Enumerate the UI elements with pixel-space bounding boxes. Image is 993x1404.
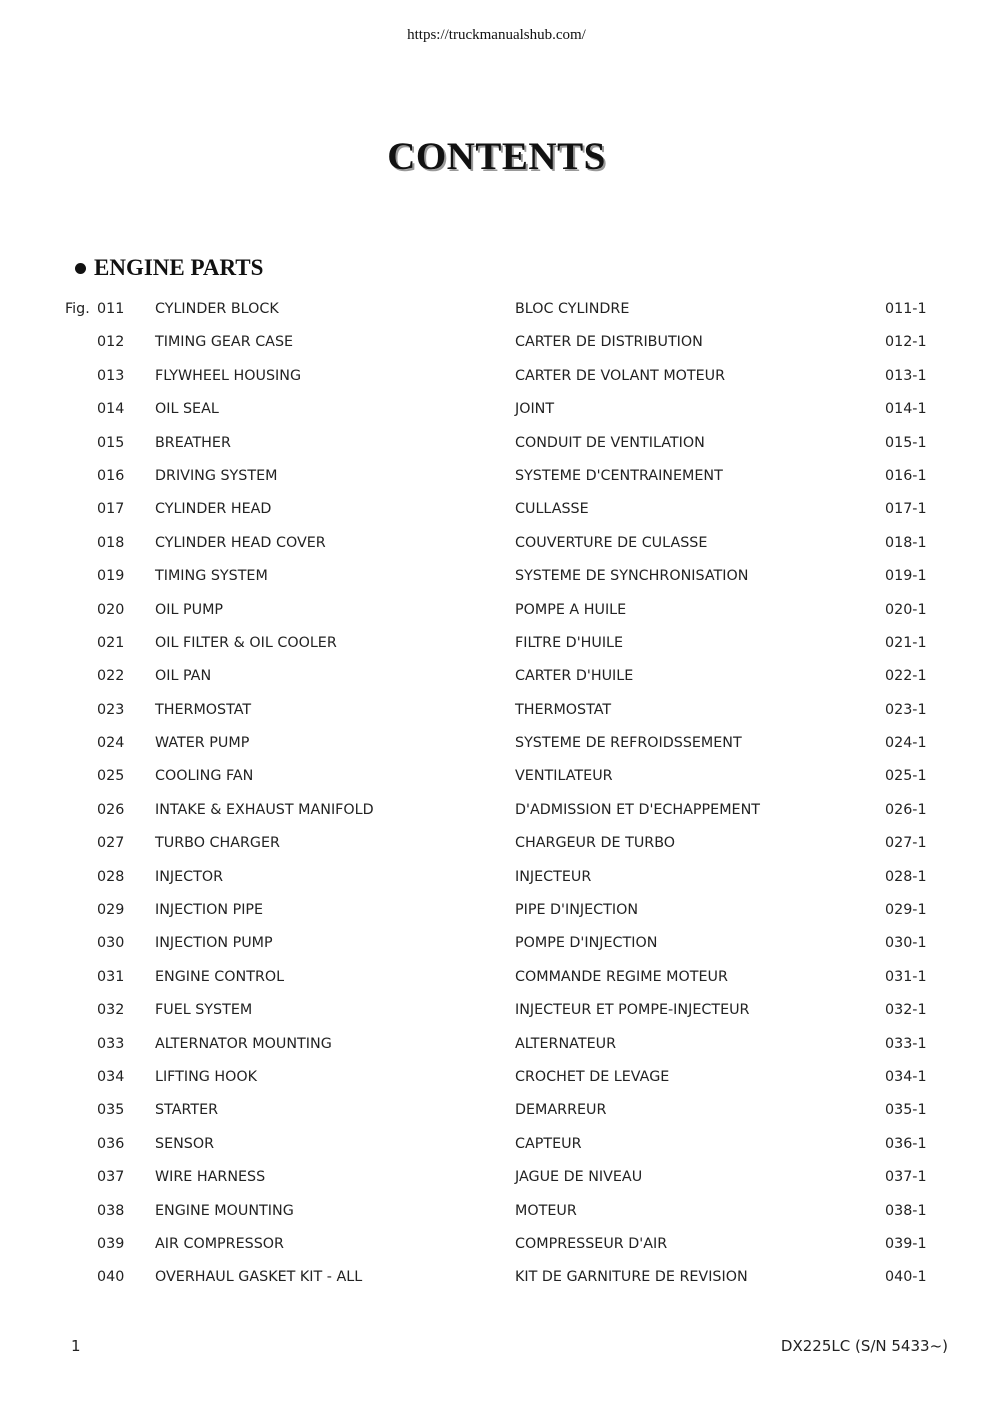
table-of-contents <box>0 293 993 1295</box>
page-reference: 018-1 <box>885 534 927 551</box>
figure-number: 011 <box>97 301 125 317</box>
figure-number: 031 <box>97 968 125 985</box>
figure-number: 038 <box>97 1202 125 1219</box>
english-title: ENGINE CONTROL <box>155 968 285 985</box>
toc-row[interactable] <box>0 594 993 627</box>
figure-number: 033 <box>97 1035 125 1052</box>
english-title: INJECTION PIPE <box>155 902 264 919</box>
toc-row[interactable] <box>0 460 993 493</box>
french-title: FILTRE D'HUILE <box>515 634 624 651</box>
toc-row[interactable] <box>0 1228 993 1261</box>
english-title: OIL FILTER & OIL COOLER <box>155 634 337 651</box>
french-title: SYSTEME D'CENTRAINEMENT <box>515 467 723 484</box>
figure-number: 032 <box>97 1002 125 1019</box>
page-reference: 031-1 <box>885 968 927 985</box>
toc-row[interactable] <box>0 326 993 359</box>
figure-number: 014 <box>97 401 125 418</box>
figure-number: 015 <box>97 434 125 451</box>
toc-row[interactable] <box>0 727 993 760</box>
toc-row[interactable] <box>0 927 993 960</box>
french-title: CHARGEUR DE TURBO <box>515 835 676 852</box>
english-title: DRIVING SYSTEM <box>155 467 278 484</box>
english-title: CYLINDER HEAD COVER <box>155 534 326 551</box>
figure-number: 022 <box>97 668 125 685</box>
page-reference: 032-1 <box>885 1002 927 1019</box>
french-title: COMMANDE REGIME MOTEUR <box>515 968 728 985</box>
page-reference: 040-1 <box>885 1269 927 1286</box>
french-title: INJECTEUR <box>515 868 592 885</box>
english-title: OIL PAN <box>155 668 212 685</box>
page-reference: 022-1 <box>885 668 927 685</box>
page-reference: 036-1 <box>885 1135 927 1152</box>
french-title: BLOC CYLINDRE <box>515 301 630 317</box>
page-reference: 027-1 <box>885 835 927 852</box>
toc-row[interactable] <box>0 660 993 693</box>
figure-number: 037 <box>97 1169 125 1186</box>
french-title: COUVERTURE DE CULASSE <box>515 534 708 551</box>
french-title: SYSTEME DE SYNCHRONISATION <box>515 568 749 585</box>
toc-row[interactable] <box>0 1195 993 1228</box>
french-title: CARTER DE VOLANT MOTEUR <box>515 367 726 384</box>
english-title: CYLINDER HEAD <box>155 501 272 518</box>
page-reference: 025-1 <box>885 768 927 785</box>
figure-number: 036 <box>97 1135 125 1152</box>
french-title: CULLASSE <box>515 501 589 518</box>
french-title: THERMOSTAT <box>515 701 612 718</box>
french-title: ALTERNATEUR <box>515 1035 617 1052</box>
figure-number: 020 <box>97 601 125 618</box>
page-reference: 026-1 <box>885 801 927 818</box>
french-title: CARTER D'HUILE <box>515 668 634 685</box>
toc-row[interactable] <box>0 861 993 894</box>
french-title: KIT DE GARNITURE DE REVISION <box>515 1269 748 1286</box>
english-title: WIRE HARNESS <box>155 1169 266 1186</box>
toc-row[interactable] <box>0 961 993 994</box>
english-title: INJECTOR <box>155 868 224 885</box>
figure-number: 026 <box>97 801 125 818</box>
french-title: CAPTEUR <box>515 1135 582 1152</box>
english-title: OIL PUMP <box>155 601 224 618</box>
page-reference: 013-1 <box>885 367 927 384</box>
english-title: INTAKE & EXHAUST MANIFOLD <box>155 801 374 818</box>
english-title: THERMOSTAT <box>155 701 252 718</box>
figure-number: 030 <box>97 935 125 952</box>
toc-row[interactable] <box>0 1161 993 1194</box>
toc-row[interactable] <box>0 1061 993 1094</box>
toc-row[interactable] <box>0 694 993 727</box>
figure-number: 024 <box>97 735 125 752</box>
figure-number: 017 <box>97 501 125 518</box>
toc-row[interactable] <box>0 560 993 593</box>
page-reference: 021-1 <box>885 634 927 651</box>
english-title: AIR COMPRESSOR <box>155 1235 284 1252</box>
toc-row[interactable] <box>0 1261 993 1294</box>
page-reference: 034-1 <box>885 1068 927 1085</box>
page-reference: 019-1 <box>885 568 927 585</box>
french-title: DEMARREUR <box>515 1102 607 1119</box>
page-reference: 033-1 <box>885 1035 927 1052</box>
figure-number: 023 <box>97 701 125 718</box>
section-heading <box>75 255 263 281</box>
french-title: JAGUE DE NIVEAU <box>515 1169 643 1186</box>
english-title: OVERHAUL GASKET KIT - ALL <box>155 1269 363 1286</box>
french-title: POMPE A HUILE <box>515 601 627 618</box>
figure-number: 016 <box>97 467 125 484</box>
figure-number: 012 <box>97 334 125 351</box>
page-reference: 012-1 <box>885 334 927 351</box>
figure-number: 019 <box>97 568 125 585</box>
page-reference: 038-1 <box>885 1202 927 1219</box>
toc-row[interactable] <box>0 527 993 560</box>
french-title: SYSTEME DE REFROIDSSEMENT <box>515 735 742 752</box>
page-reference: 014-1 <box>885 401 927 418</box>
toc-row[interactable] <box>0 493 993 526</box>
page-title: CONTENTS <box>387 135 606 178</box>
figure-number: 027 <box>97 835 125 852</box>
french-title: CARTER DE DISTRIBUTION <box>515 334 703 351</box>
toc-row[interactable] <box>0 894 993 927</box>
english-title: ALTERNATOR MOUNTING <box>155 1035 332 1052</box>
source-url[interactable]: https://truckmanualshub.com/ <box>407 27 586 43</box>
page-reference: 011-1 <box>885 301 927 317</box>
figure-number: 021 <box>97 634 125 651</box>
toc-row[interactable] <box>0 994 993 1027</box>
page-reference: 030-1 <box>885 935 927 952</box>
page-reference: 028-1 <box>885 868 927 885</box>
english-title: ENGINE MOUNTING <box>155 1202 294 1219</box>
english-title: FLYWHEEL HOUSING <box>155 367 302 384</box>
page-reference: 023-1 <box>885 701 927 718</box>
english-title: BREATHER <box>155 434 231 451</box>
english-title: INJECTION PUMP <box>155 935 273 952</box>
page-reference: 029-1 <box>885 902 927 919</box>
figure-number: 018 <box>97 534 125 551</box>
page-reference: 015-1 <box>885 434 927 451</box>
english-title: LIFTING HOOK <box>155 1068 258 1085</box>
french-title: VENTILATEUR <box>515 768 613 785</box>
toc-row[interactable] <box>0 293 993 326</box>
english-title: SENSOR <box>155 1135 215 1152</box>
page-reference: 024-1 <box>885 735 927 752</box>
english-title: FUEL SYSTEM <box>155 1002 253 1019</box>
french-title: CROCHET DE LEVAGE <box>515 1068 670 1085</box>
figure-number: 040 <box>97 1269 125 1286</box>
section-heading-label: ENGINE PARTS <box>94 255 264 280</box>
english-title: STARTER <box>155 1102 219 1119</box>
figure-number: 029 <box>97 902 125 919</box>
bullet-icon <box>75 263 86 274</box>
toc-row[interactable] <box>0 393 993 426</box>
english-title: TIMING GEAR CASE <box>155 334 294 351</box>
english-title: TURBO CHARGER <box>155 835 280 852</box>
page-reference: 020-1 <box>885 601 927 618</box>
figure-number: 028 <box>97 868 125 885</box>
english-title: TIMING SYSTEM <box>155 568 268 585</box>
english-title: CYLINDER BLOCK <box>155 301 279 317</box>
toc-row[interactable] <box>0 427 993 460</box>
footer-model: DX225LC (S/N 5433~) <box>780 1337 948 1355</box>
toc-row[interactable] <box>0 827 993 860</box>
figure-number: 035 <box>97 1102 125 1119</box>
page-reference: 039-1 <box>885 1235 927 1252</box>
figure-number: 013 <box>97 367 125 384</box>
french-title: D'ADMISSION ET D'ECHAPPEMENT <box>515 801 761 818</box>
toc-row[interactable] <box>0 794 993 827</box>
english-title: OIL SEAL <box>155 401 219 418</box>
page-reference: 017-1 <box>885 501 927 518</box>
page-reference: 037-1 <box>885 1169 927 1186</box>
french-title: CONDUIT DE VENTILATION <box>515 434 705 451</box>
toc-row[interactable] <box>0 360 993 393</box>
figure-number: 025 <box>97 768 125 785</box>
french-title: PIPE D'INJECTION <box>515 902 639 919</box>
figure-number: 034 <box>97 1068 125 1085</box>
french-title: MOTEUR <box>515 1202 577 1219</box>
fig-prefix: Fig. <box>65 301 90 317</box>
footer-page-number: 1 <box>71 1337 81 1355</box>
french-title: POMPE D'INJECTION <box>515 935 658 952</box>
french-title: JOINT <box>515 401 555 418</box>
figure-number: 039 <box>97 1235 125 1252</box>
toc-row[interactable] <box>0 760 993 793</box>
toc-row[interactable] <box>0 627 993 660</box>
french-title: INJECTEUR ET POMPE-INJECTEUR <box>515 1002 750 1019</box>
toc-row[interactable] <box>0 1094 993 1127</box>
page-reference: 016-1 <box>885 467 927 484</box>
page-reference: 035-1 <box>885 1102 927 1119</box>
toc-row[interactable] <box>0 1128 993 1161</box>
french-title: COMPRESSEUR D'AIR <box>515 1235 668 1252</box>
toc-row[interactable] <box>0 1028 993 1061</box>
english-title: WATER PUMP <box>155 735 250 752</box>
english-title: COOLING FAN <box>155 768 254 785</box>
